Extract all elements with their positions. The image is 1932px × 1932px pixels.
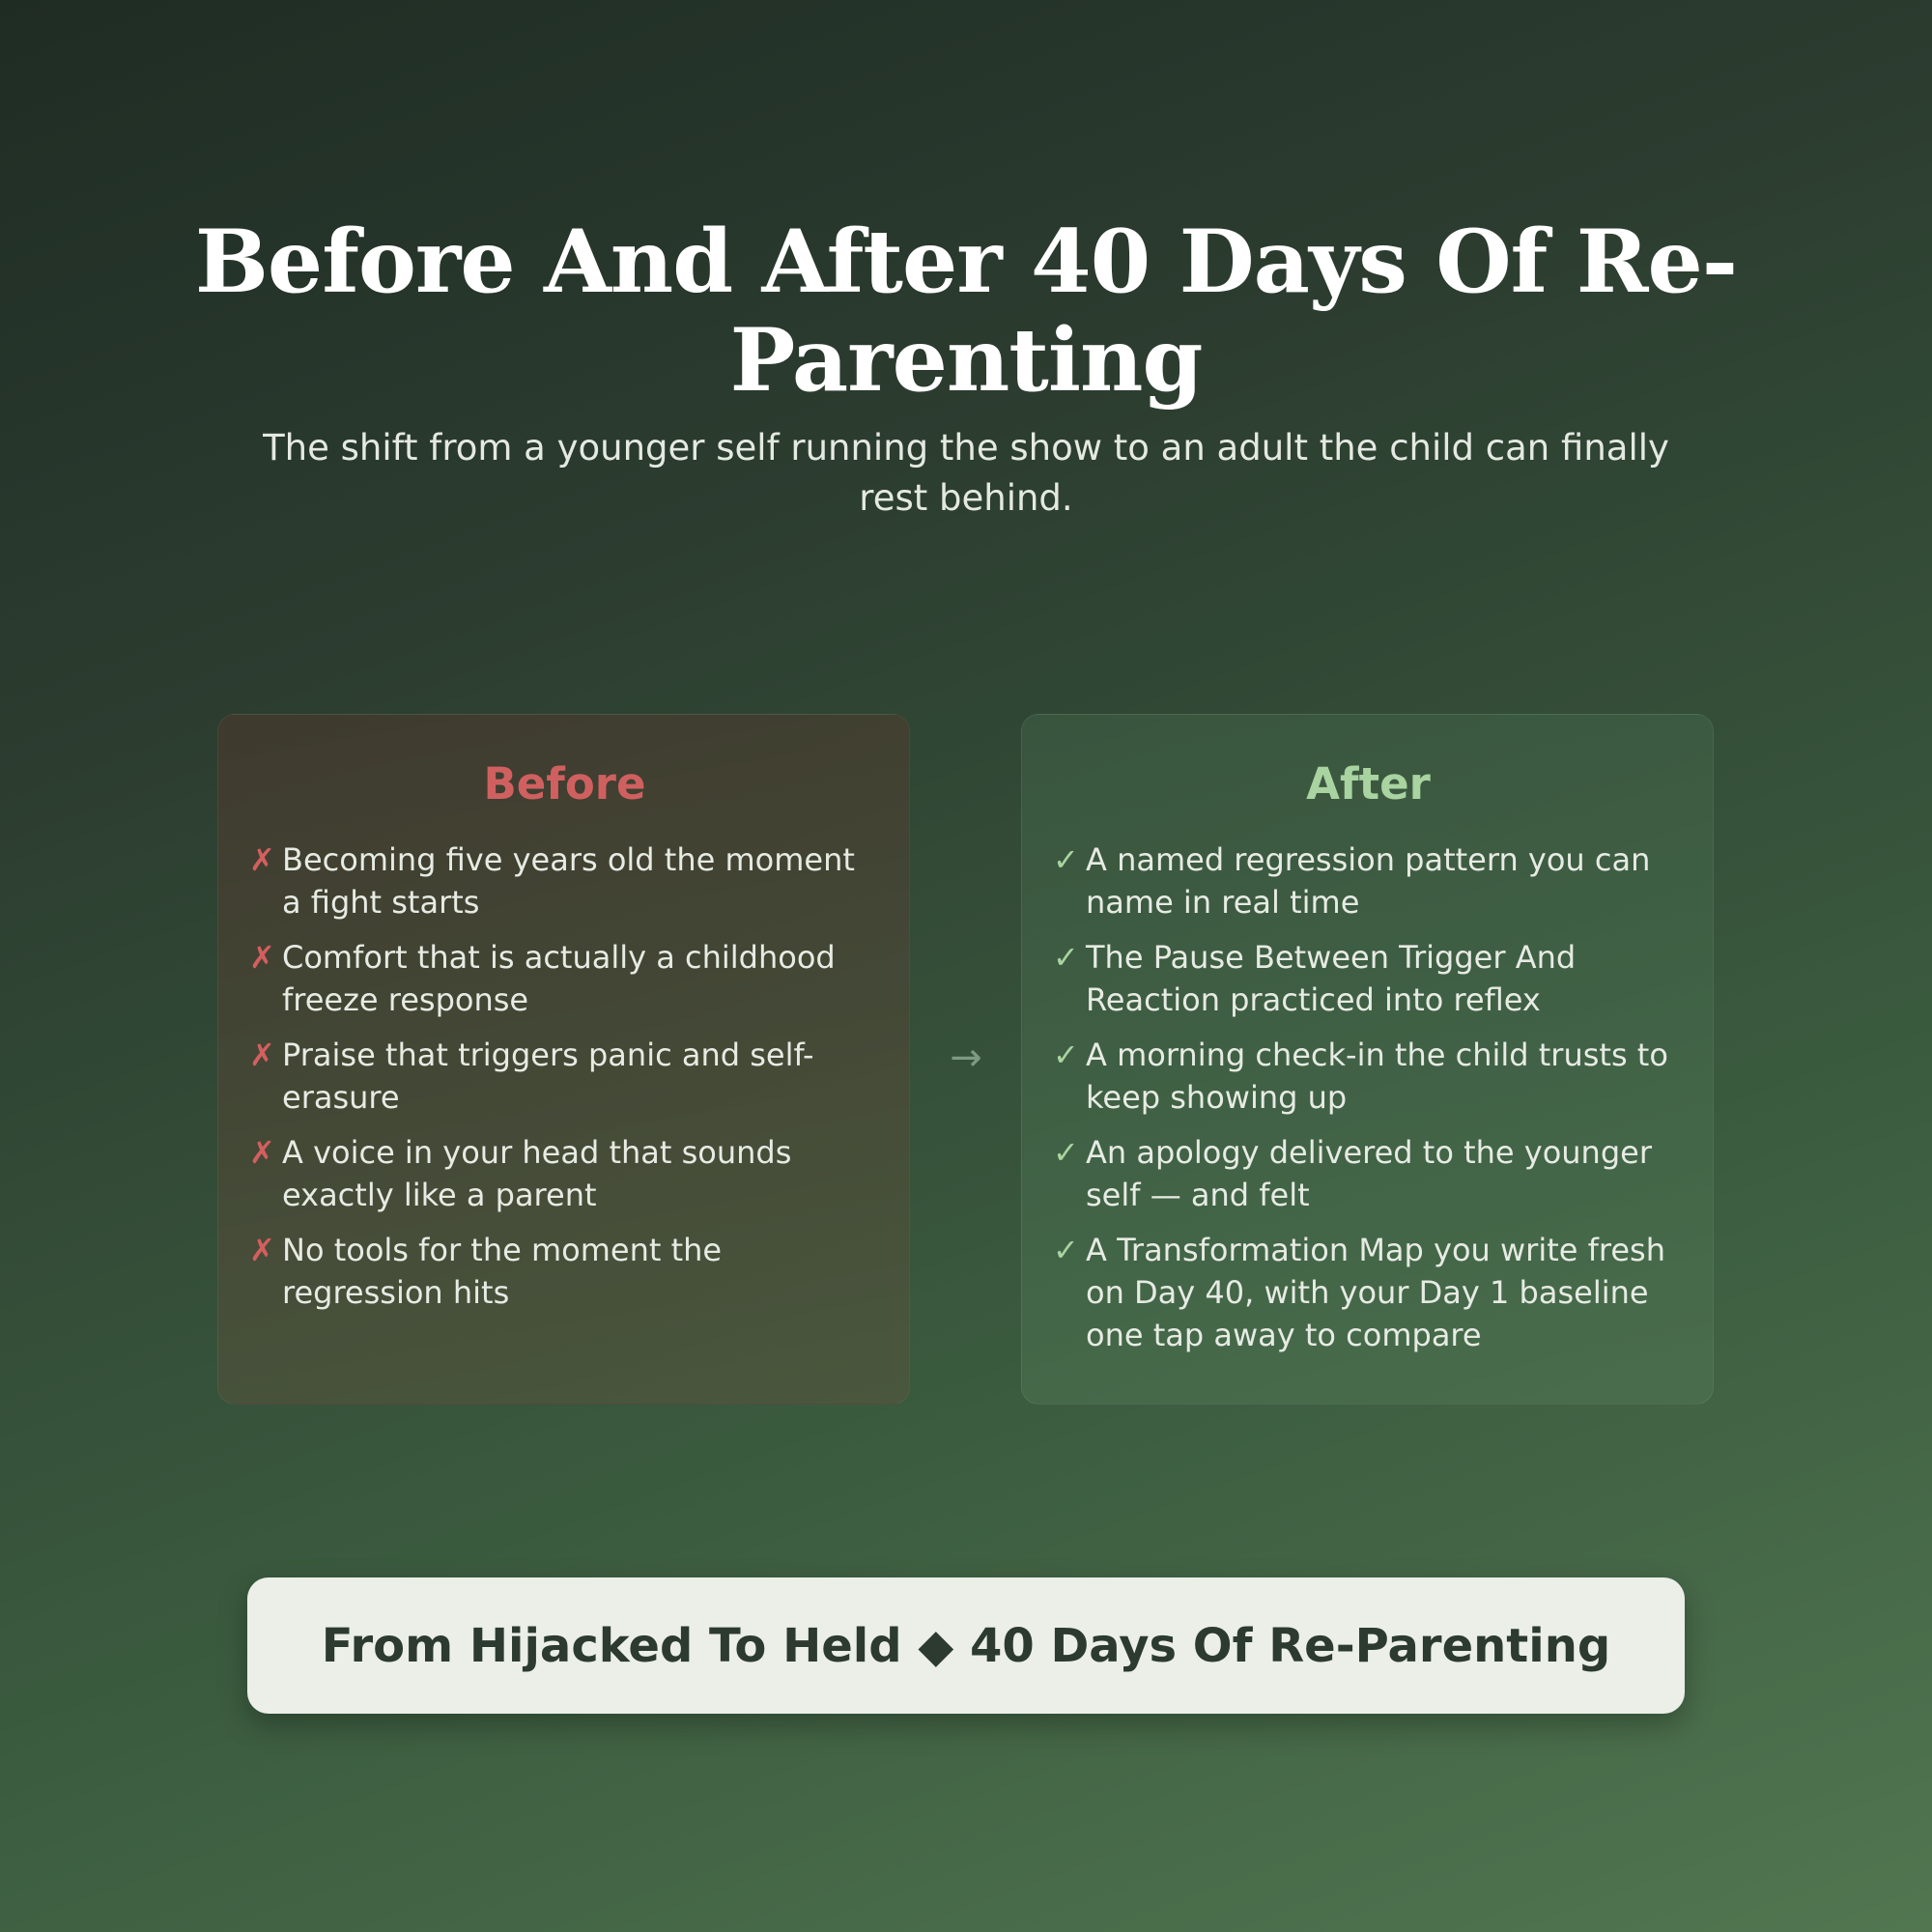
tagline-text: From Hijacked To Held ◆ 40 Days Of Re-Parenting	[321, 1618, 1611, 1673]
list-item	[249, 1229, 880, 1314]
list-item-text: Praise that triggers panic and self-erasure	[282, 1037, 814, 1116]
before-list	[249, 838, 880, 1314]
list-item-text: A Transformation Map you write fresh on Day 40, with your Day 1 baseline one tap away to compare	[1086, 1232, 1665, 1353]
check-mark-icon: ✓	[1053, 1232, 1079, 1268]
x-mark-icon: ✗	[249, 1134, 275, 1171]
list-item-text: An apology delivered to the younger self — and felt	[1086, 1134, 1652, 1213]
tagline-banner	[247, 1577, 1685, 1714]
right-arrow-icon: →	[950, 1036, 982, 1080]
page-subtitle: The shift from a younger self running the show to an adult the child can finally rest behind.	[263, 427, 1669, 519]
list-item	[249, 936, 880, 1021]
x-mark-icon: ✗	[249, 1232, 275, 1268]
after-list	[1053, 838, 1684, 1356]
x-mark-icon: ✗	[249, 841, 275, 878]
list-item-text: A named regression pattern you can name in real time	[1086, 841, 1651, 921]
check-mark-icon: ✓	[1053, 939, 1079, 976]
list-item-text: A morning check-in the child trusts to keep showing up	[1086, 1037, 1668, 1116]
list-item	[1053, 1034, 1684, 1119]
list-item	[249, 1034, 880, 1119]
before-card	[217, 714, 910, 1405]
list-item	[249, 838, 880, 923]
list-item	[1053, 1229, 1684, 1356]
list-item	[1053, 838, 1684, 923]
x-mark-icon: ✗	[249, 1037, 275, 1073]
list-item	[249, 1131, 880, 1216]
list-item-text: The Pause Between Trigger And Reaction practiced into reflex	[1086, 939, 1577, 1018]
list-item	[1053, 1131, 1684, 1216]
list-item-text: Comfort that is actually a childhood freeze response	[282, 939, 836, 1018]
check-mark-icon: ✓	[1053, 841, 1079, 878]
check-mark-icon: ✓	[1053, 1037, 1079, 1073]
before-heading: Before	[483, 758, 646, 810]
list-item-text: Becoming five years old the moment a fight starts	[282, 841, 855, 921]
check-mark-icon: ✓	[1053, 1134, 1079, 1171]
x-mark-icon: ✗	[249, 939, 275, 976]
list-item-text: A voice in your head that sounds exactly like a parent	[282, 1134, 792, 1213]
list-item-text: No tools for the moment the regression hits	[282, 1232, 723, 1311]
after-card	[1021, 714, 1714, 1405]
after-heading: After	[1306, 758, 1431, 810]
list-item	[1053, 936, 1684, 1021]
page-title: Before And After 40 Days Of Re-Parenting	[194, 211, 1738, 412]
